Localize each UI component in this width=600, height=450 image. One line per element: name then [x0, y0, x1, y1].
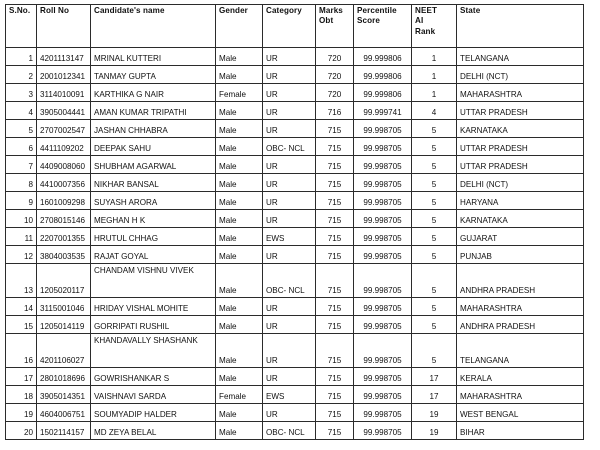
- cell-marks: 715: [316, 298, 354, 316]
- table-row: [6, 246, 584, 264]
- cell-cat: UR: [263, 334, 316, 368]
- cell-name: RAJAT GOYAL: [91, 246, 216, 264]
- cell-cat: UR: [263, 48, 316, 66]
- cell-state: KERALA: [457, 368, 584, 386]
- cell-name: VAISHNAVI SARDA: [91, 386, 216, 404]
- neet-toppers-table: [5, 4, 584, 440]
- cell-sno: 12: [6, 246, 37, 264]
- cell-marks: 715: [316, 138, 354, 156]
- cell-sno: 18: [6, 386, 37, 404]
- cell-cat: UR: [263, 298, 316, 316]
- cell-roll: 1601009298: [37, 192, 91, 210]
- column-header-sno: [6, 5, 37, 48]
- cell-marks: 715: [316, 120, 354, 138]
- cell-marks: 715: [316, 422, 354, 440]
- cell-name: SHUBHAM AGARWAL: [91, 156, 216, 174]
- cell-gender: Male: [216, 404, 263, 422]
- cell-cat: UR: [263, 368, 316, 386]
- cell-cat: UR: [263, 120, 316, 138]
- table-row: [6, 386, 584, 404]
- cell-name: MEGHAN H K: [91, 210, 216, 228]
- cell-sno: 6: [6, 138, 37, 156]
- cell-rank: 1: [412, 48, 457, 66]
- cell-rank: 5: [412, 298, 457, 316]
- table-row: [6, 316, 584, 334]
- cell-roll: 3114010091: [37, 84, 91, 102]
- table-row: [6, 210, 584, 228]
- cell-name: KHANDAVALLY SHASHANK: [91, 334, 216, 368]
- cell-gender: Female: [216, 84, 263, 102]
- column-header-rank-line: NEET: [415, 6, 437, 15]
- column-header-roll: [37, 5, 91, 48]
- cell-state: TELANGANA: [457, 334, 584, 368]
- table-row: [6, 156, 584, 174]
- cell-pct: 99.998705: [354, 156, 412, 174]
- cell-state: MAHARASHTRA: [457, 386, 584, 404]
- column-header-cat: [263, 5, 316, 48]
- cell-pct: 99.998705: [354, 210, 412, 228]
- cell-gender: Male: [216, 316, 263, 334]
- cell-rank: 5: [412, 120, 457, 138]
- cell-name: GORRIPATI RUSHIL: [91, 316, 216, 334]
- cell-state: WEST BENGAL: [457, 404, 584, 422]
- table-row: [6, 334, 584, 368]
- cell-marks: 715: [316, 404, 354, 422]
- cell-sno: 15: [6, 316, 37, 334]
- table-row: [6, 174, 584, 192]
- cell-pct: 99.998705: [354, 174, 412, 192]
- cell-roll: 3905014351: [37, 386, 91, 404]
- cell-state: UTTAR PRADESH: [457, 102, 584, 120]
- cell-pct: 99.998705: [354, 138, 412, 156]
- cell-sno: 2: [6, 66, 37, 84]
- cell-marks: 715: [316, 210, 354, 228]
- cell-sno: 3: [6, 84, 37, 102]
- table-body: [6, 48, 584, 440]
- cell-gender: Male: [216, 228, 263, 246]
- cell-sno: 13: [6, 264, 37, 298]
- cell-gender: Male: [216, 368, 263, 386]
- table-row: [6, 192, 584, 210]
- cell-cat: UR: [263, 156, 316, 174]
- cell-state: GUJARAT: [457, 228, 584, 246]
- cell-pct: 99.999806: [354, 48, 412, 66]
- cell-name: KARTHIKA G NAIR: [91, 84, 216, 102]
- cell-rank: 19: [412, 404, 457, 422]
- cell-name: TANMAY GUPTA: [91, 66, 216, 84]
- cell-gender: Male: [216, 174, 263, 192]
- cell-pct: 99.999806: [354, 66, 412, 84]
- cell-marks: 715: [316, 228, 354, 246]
- column-header-sno-line: S.No.: [9, 6, 31, 15]
- cell-name: MRINAL KUTTERI: [91, 48, 216, 66]
- cell-roll: 2207001355: [37, 228, 91, 246]
- cell-rank: 5: [412, 316, 457, 334]
- cell-state: TELANGANA: [457, 48, 584, 66]
- cell-rank: 1: [412, 66, 457, 84]
- cell-sno: 10: [6, 210, 37, 228]
- cell-state: UTTAR PRADESH: [457, 138, 584, 156]
- cell-sno: 20: [6, 422, 37, 440]
- cell-pct: 99.998705: [354, 246, 412, 264]
- cell-cat: OBC- NCL: [263, 264, 316, 298]
- cell-name: GOWRISHANKAR S: [91, 368, 216, 386]
- cell-marks: 715: [316, 174, 354, 192]
- cell-roll: 2707002547: [37, 120, 91, 138]
- cell-sno: 5: [6, 120, 37, 138]
- cell-marks: 716: [316, 102, 354, 120]
- column-header-rank: [412, 5, 457, 48]
- table-row: [6, 264, 584, 298]
- cell-sno: 4: [6, 102, 37, 120]
- column-header-name-line: Candidate's name: [94, 6, 165, 15]
- cell-roll: 4411109202: [37, 138, 91, 156]
- cell-name: HRIDAY VISHAL MOHITE: [91, 298, 216, 316]
- cell-roll: 1205014119: [37, 316, 91, 334]
- cell-roll: 2708015146: [37, 210, 91, 228]
- cell-sno: 8: [6, 174, 37, 192]
- table-row: [6, 84, 584, 102]
- column-header-cat-line: Category: [266, 6, 302, 15]
- cell-state: BIHAR: [457, 422, 584, 440]
- cell-cat: UR: [263, 102, 316, 120]
- cell-pct: 99.999806: [354, 84, 412, 102]
- cell-pct: 99.998705: [354, 404, 412, 422]
- cell-sno: 14: [6, 298, 37, 316]
- column-header-rank-line: Rank: [415, 26, 436, 36]
- cell-state: DELHI (NCT): [457, 66, 584, 84]
- cell-rank: 19: [412, 422, 457, 440]
- column-header-state: [457, 5, 584, 48]
- cell-sno: 19: [6, 404, 37, 422]
- cell-roll: 4201113147: [37, 48, 91, 66]
- cell-gender: Male: [216, 48, 263, 66]
- cell-cat: UR: [263, 66, 316, 84]
- cell-cat: EWS: [263, 386, 316, 404]
- cell-name: MD ZEYA BELAL: [91, 422, 216, 440]
- column-header-pct-line: Percentile: [357, 6, 397, 15]
- column-header-gender-line: Gender: [219, 6, 248, 15]
- cell-gender: Male: [216, 422, 263, 440]
- cell-pct: 99.999741: [354, 102, 412, 120]
- cell-roll: 4604006751: [37, 404, 91, 422]
- cell-cat: EWS: [263, 228, 316, 246]
- cell-pct: 99.998705: [354, 298, 412, 316]
- cell-pct: 99.998705: [354, 334, 412, 368]
- cell-roll: 2801018696: [37, 368, 91, 386]
- cell-roll: 4409008060: [37, 156, 91, 174]
- column-header-gender: [216, 5, 263, 48]
- column-header-name: [91, 5, 216, 48]
- column-header-roll-line: Roll No: [40, 6, 70, 15]
- table-row: [6, 368, 584, 386]
- cell-gender: Male: [216, 102, 263, 120]
- table-row: [6, 66, 584, 84]
- cell-rank: 5: [412, 264, 457, 298]
- cell-sno: 1: [6, 48, 37, 66]
- cell-rank: 4: [412, 102, 457, 120]
- cell-sno: 16: [6, 334, 37, 368]
- cell-rank: 5: [412, 156, 457, 174]
- cell-marks: 720: [316, 84, 354, 102]
- cell-gender: Male: [216, 264, 263, 298]
- cell-sno: 7: [6, 156, 37, 174]
- cell-roll: 1502114157: [37, 422, 91, 440]
- cell-roll: 3115001046: [37, 298, 91, 316]
- table-row: [6, 298, 584, 316]
- cell-rank: 5: [412, 192, 457, 210]
- cell-state: DELHI (NCT): [457, 174, 584, 192]
- header-row: [6, 5, 584, 48]
- cell-marks: 715: [316, 246, 354, 264]
- column-header-marks-line: Obt: [319, 16, 334, 26]
- cell-marks: 720: [316, 66, 354, 84]
- cell-roll: 4201106027: [37, 334, 91, 368]
- cell-gender: Male: [216, 66, 263, 84]
- cell-cat: OBC- NCL: [263, 422, 316, 440]
- cell-pct: 99.998705: [354, 264, 412, 298]
- cell-gender: Male: [216, 246, 263, 264]
- cell-state: HARYANA: [457, 192, 584, 210]
- cell-state: MAHARASHTRA: [457, 84, 584, 102]
- cell-name: SOUMYADIP HALDER: [91, 404, 216, 422]
- cell-sno: 17: [6, 368, 37, 386]
- cell-state: UTTAR PRADESH: [457, 156, 584, 174]
- table-row: [6, 422, 584, 440]
- column-header-pct-line: Score: [357, 16, 380, 26]
- cell-state: KARNATAKA: [457, 210, 584, 228]
- cell-name: CHANDAM VISHNU VIVEK: [91, 264, 216, 298]
- cell-rank: 5: [412, 334, 457, 368]
- cell-pct: 99.998705: [354, 228, 412, 246]
- cell-marks: 715: [316, 368, 354, 386]
- cell-pct: 99.998705: [354, 192, 412, 210]
- cell-cat: UR: [263, 192, 316, 210]
- cell-roll: 2001012341: [37, 66, 91, 84]
- cell-gender: Female: [216, 386, 263, 404]
- table-row: [6, 138, 584, 156]
- cell-marks: 715: [316, 386, 354, 404]
- table-row: [6, 48, 584, 66]
- cell-cat: UR: [263, 174, 316, 192]
- cell-roll: 1205020117: [37, 264, 91, 298]
- cell-cat: UR: [263, 246, 316, 264]
- cell-state: ANDHRA PRADESH: [457, 264, 584, 298]
- cell-rank: 17: [412, 386, 457, 404]
- table-row: [6, 404, 584, 422]
- cell-roll: 3804003535: [37, 246, 91, 264]
- cell-state: PUNJAB: [457, 246, 584, 264]
- cell-pct: 99.998705: [354, 368, 412, 386]
- cell-rank: 5: [412, 138, 457, 156]
- column-header-pct: [354, 5, 412, 48]
- cell-roll: 4410007356: [37, 174, 91, 192]
- cell-cat: UR: [263, 84, 316, 102]
- cell-cat: OBC- NCL: [263, 138, 316, 156]
- table-row: [6, 228, 584, 246]
- cell-sno: 11: [6, 228, 37, 246]
- cell-marks: 715: [316, 334, 354, 368]
- table-row: [6, 120, 584, 138]
- cell-name: DEEPAK SAHU: [91, 138, 216, 156]
- cell-cat: UR: [263, 404, 316, 422]
- cell-gender: Male: [216, 334, 263, 368]
- cell-name: SUYASH ARORA: [91, 192, 216, 210]
- cell-gender: Male: [216, 298, 263, 316]
- cell-marks: 715: [316, 264, 354, 298]
- table-header: [6, 5, 584, 48]
- cell-state: KARNATAKA: [457, 120, 584, 138]
- cell-cat: UR: [263, 210, 316, 228]
- cell-gender: Male: [216, 138, 263, 156]
- cell-name: HRUTUL CHHAG: [91, 228, 216, 246]
- cell-gender: Male: [216, 120, 263, 138]
- cell-marks: 720: [316, 48, 354, 66]
- cell-sno: 9: [6, 192, 37, 210]
- cell-pct: 99.998705: [354, 316, 412, 334]
- cell-state: ANDHRA PRADESH: [457, 316, 584, 334]
- cell-name: NIKHAR BANSAL: [91, 174, 216, 192]
- column-header-marks-line: Marks: [319, 6, 343, 15]
- cell-name: AMAN KUMAR TRIPATHI: [91, 102, 216, 120]
- cell-roll: 3905004441: [37, 102, 91, 120]
- column-header-marks: [316, 5, 354, 48]
- cell-name: JASHAN CHHABRA: [91, 120, 216, 138]
- cell-marks: 715: [316, 316, 354, 334]
- cell-gender: Male: [216, 192, 263, 210]
- cell-marks: 715: [316, 156, 354, 174]
- cell-pct: 99.998705: [354, 120, 412, 138]
- cell-pct: 99.998705: [354, 422, 412, 440]
- cell-cat: UR: [263, 316, 316, 334]
- cell-pct: 99.998705: [354, 386, 412, 404]
- cell-rank: 5: [412, 228, 457, 246]
- table-row: [6, 102, 584, 120]
- column-header-state-line: State: [460, 6, 481, 15]
- column-header-rank-line: AI: [415, 16, 424, 26]
- cell-rank: 5: [412, 246, 457, 264]
- cell-gender: Male: [216, 210, 263, 228]
- cell-rank: 5: [412, 210, 457, 228]
- cell-rank: 17: [412, 368, 457, 386]
- cell-marks: 715: [316, 192, 354, 210]
- cell-rank: 5: [412, 174, 457, 192]
- cell-rank: 1: [412, 84, 457, 102]
- cell-state: MAHARASHTRA: [457, 298, 584, 316]
- cell-gender: Male: [216, 156, 263, 174]
